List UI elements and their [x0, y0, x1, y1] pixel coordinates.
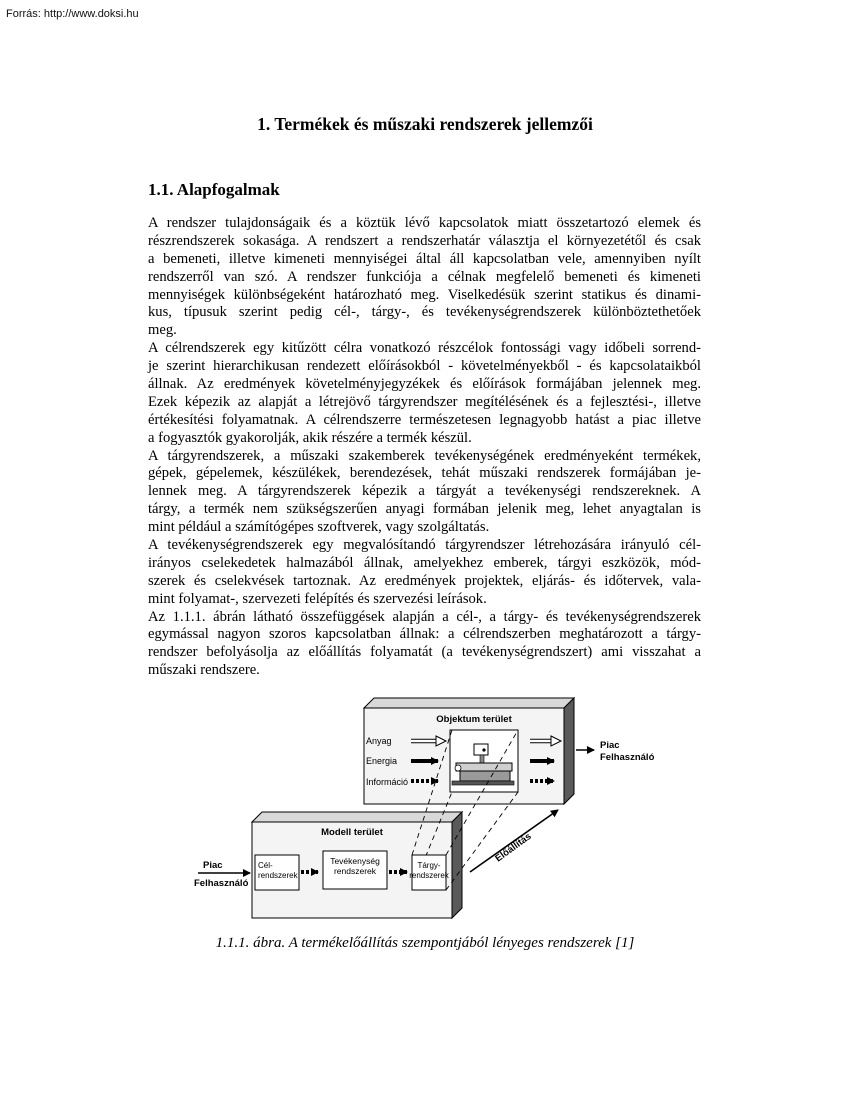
section-title: 1.1. Alapfogalmak [148, 180, 280, 199]
input-felhasznalo-label: Felhasználó [194, 878, 249, 889]
tevekenyseg-label-1: Tevékenység [330, 856, 380, 866]
text-line: értékesítési folyamatnak. A célrendszerre természetesen legnagyobb hatást a piac illetve [148, 411, 701, 428]
text-line: je szerint hierarchikusan rendezett előírásokból - követelményekből - és kapcsolataikból [148, 358, 701, 375]
input-energia-label: Energia [366, 756, 398, 766]
text-line: mint folyamat-, szervezeti felépítés és szervezési leírások. [148, 590, 487, 607]
targyrendszerek-label-1: Tárgy- [417, 861, 441, 870]
text-line: kus, típusuk szerint pedig cél-, tárgy-, és tevékenységrendszerek különböztethetőek [148, 304, 701, 321]
text-line: A tevékenységrendszerek egy megvalósítandó tárgyrendszer létrehozására irányuló cél- [148, 537, 701, 554]
input-informacio-label: Információ [366, 777, 409, 787]
text-line: a bemeneti, illetve kimeneti mennyiségei által áll kapcsolatban vele, amennyiben nyílt [148, 250, 701, 267]
text-line: a fogyasztók gyakorolják, akik részére a termék készül. [148, 429, 472, 446]
eloallitas-label: Előállítás [493, 831, 534, 865]
systems-diagram [190, 690, 660, 930]
targyrendszerek-label-2: rendszerek [409, 871, 449, 880]
output-felhasznalo-label: Felhasználó [600, 752, 655, 763]
text-line: gépek, gépelemek, készülékek, berendezések, tehát műszaki rendszerek formájában je- [148, 465, 701, 482]
text-line: Az 1.1.1. ábrán látható összefüggések alapján a cél-, a tárgy- és tevékenységrendszerek [148, 608, 701, 625]
output-piac-label: Piac [600, 740, 620, 751]
source-note: Forrás: http://www.doksi.hu [6, 8, 139, 20]
celrendszerek-label-1: Cél- [258, 861, 273, 870]
text-line: mint például a számítógépes szoftverek, vagy szolgáltatás. [148, 519, 490, 536]
text-line: irányos cselekedetek halmazából állnak, amelyekhez emberek, tárgyi eszközök, mód- [148, 554, 701, 571]
text-line: egymással nagyon szoros kapcsolatban állnak: a célrendszerben meghatározott a tárgy- [148, 626, 701, 643]
objektum-title: Objektum terület [436, 714, 512, 725]
body-text [148, 215, 701, 680]
text-line: szerek és cselekvések tartoznak. Az eredmények projektek, eljárás- és időtervek, vala- [148, 572, 701, 589]
text-line: műszaki rendszere. [148, 662, 260, 679]
text-line: tárgy, a termék nem szükségszerűen anyagi formában jelenik meg, lehet anyagtalan is [148, 501, 701, 518]
input-piac-label: Piac [203, 860, 223, 871]
text-line: rendszerről van szó. A rendszer funkciója a célnak megfelelő bemeneti és kimeneti [148, 268, 701, 285]
text-line: lennek meg. A tárgyrendszerek képezik a tárgyát a tevékenységi rendszereknek. A [148, 483, 701, 500]
text-line: A tárgyrendszerek, a műszaki szakemberek tevékenységének eredményeként termékek, [148, 447, 701, 464]
text-line: mennyiségek különbségeként határozható meg. Viselkedésük szerint statikus és dinami- [148, 286, 701, 303]
systems-figure [190, 690, 660, 930]
text-line: A rendszer tulajdonságaik és a köztük lévő kapcsolatok miatt összetartozó elemek és [148, 215, 701, 231]
tevekenyseg-label-2: rendszerek [333, 866, 377, 876]
chapter-title: 1. Termékek és műszaki rendszerek jellemzői [257, 114, 593, 134]
text-line: meg. [148, 322, 177, 339]
text-line: A célrendszerek egy kitűzött célra vonatkozó részcélok fontossági vagy időbeli sorrend- [148, 340, 701, 357]
figure-caption: 1.1.1. ábra. A termékelőállítás szempontjából lényeges rendszerek [1] [215, 935, 635, 951]
celrendszerek-label-2: rendszerek [258, 871, 298, 880]
modell-title: Modell terület [321, 827, 383, 838]
text-line: állnak. Az eredmények követelményjegyzékek és előírások formájában jelennek meg. [148, 376, 701, 393]
text-line: rendszer befolyásolja az előállítás folyamatát (a tevékenységrendszert) ami visszahat a [148, 644, 701, 661]
text-line: Ezek képezik az alapját a létrejövő tárgyrendszer megítélésének és a fejlesztési-, illetve [148, 393, 701, 410]
input-anyag-label: Anyag [366, 736, 392, 746]
text-line: részrendszerek sokasága. A rendszert a rendszerhatár választja el környezetétől és csak [148, 232, 701, 249]
